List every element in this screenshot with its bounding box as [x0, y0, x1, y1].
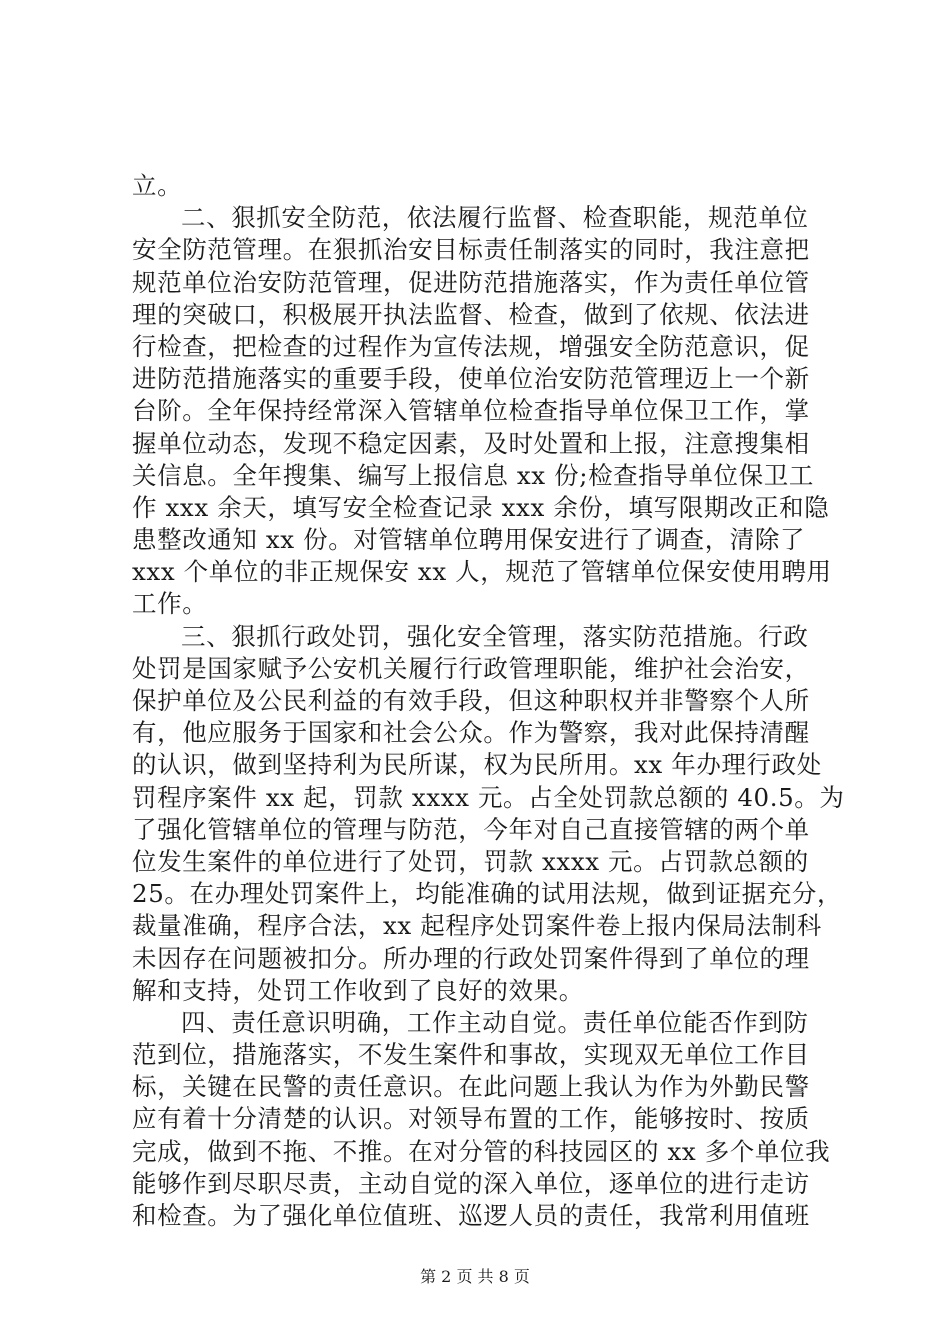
- document-body: [132, 170, 845, 1232]
- text-line: 作 xxx 余天，填写安全检查记录 xxx 余份，填写限期改正和隐: [132, 492, 830, 522]
- text-line: 了强化管辖单位的管理与防范，今年对自己直接管辖的两个单: [132, 814, 810, 844]
- text-line: 能够作到尽职尽责，主动自觉的深入单位，逐单位的进行走访: [132, 1168, 810, 1198]
- text-line: 处罚是国家赋予公安机关履行行政管理职能，维护社会治安，: [132, 653, 810, 683]
- paragraph-first-line: 二、狠抓安全防范，依法履行监督、检查职能，规范单位: [181, 203, 809, 233]
- text-line: 台阶。全年保持经常深入管辖单位检查指导单位保卫工作，掌: [132, 396, 810, 426]
- text-line: 的认识，做到坚持利为民所谋，权为民所用。xx 年办理行政处: [132, 750, 822, 780]
- text-line: 握单位动态，发现不稳定因素，及时处置和上报，注意搜集相: [132, 428, 810, 458]
- text-line: 保护单位及公民利益的有效手段，但这种职权并非警察个人所: [132, 686, 810, 715]
- text-line: 进防范措施落实的重要手段，使单位治安防范管理迈上一个新: [132, 364, 810, 394]
- paragraph-first-line: 四、责任意识明确，工作主动自觉。责任单位能否作到防: [181, 1007, 809, 1037]
- text-line: 和检查。为了强化单位值班、巡逻人员的责任，我常利用值班: [132, 1201, 810, 1230]
- text-line: 应有着十分清楚的认识。对领导布置的工作，能够按时、按质: [132, 1104, 810, 1134]
- text-line: 有，他应服务于国家和社会公众。作为警察，我对此保持清醒: [132, 718, 810, 748]
- paragraph-first-line: 三、狠抓行政处罚，强化安全管理，落实防范措施。行政: [181, 621, 809, 651]
- text-line: 规范单位治安防范管理，促进防范措施落实，作为责任单位管: [132, 267, 810, 297]
- text-line: 工作。: [132, 589, 208, 619]
- text-line: 位发生案件的单位进行了处罚，罚款 xxxx 元。占罚款总额的: [132, 846, 809, 876]
- text-line: 安全防范管理。在狠抓治安目标责任制落实的同时，我注意把: [132, 235, 810, 265]
- text-line: 裁量准确，程序合法，xx 起程序处罚案件卷上报内保局法制科: [132, 911, 822, 941]
- text-line: 患整改通知 xx 份。对管辖单位聘用保安进行了调查，清除了: [132, 525, 806, 555]
- text-line: 25。在办理处罚案件上，均能准确的试用法规，做到证据充分，: [132, 879, 843, 909]
- text-line: 立。: [132, 171, 183, 200]
- text-line: 关信息。全年搜集、编写上报信息 xx 份;检查指导单位保卫工: [132, 460, 814, 490]
- text-line: 理的突破口，积极展开执法监督、检查，做到了依规、依法进: [132, 299, 810, 329]
- page-footer: 第 2 页 共 8 页: [420, 1267, 530, 1286]
- text-line: 解和支持，处罚工作收到了良好的效果。: [132, 975, 584, 1005]
- text-line: 罚程序案件 xx 起，罚款 xxxx 元。占全处罚款总额的 40.5。为: [132, 782, 845, 812]
- text-line: 未因存在问题被扣分。所办理的行政处罚案件得到了单位的理: [132, 943, 810, 973]
- text-line: 范到位，措施落实，不发生案件和事故，实现双无单位工作目: [132, 1040, 810, 1070]
- text-line: 标，关键在民警的责任意识。在此问题上我认为作为外勤民警: [132, 1072, 810, 1102]
- text-line: 完成，做到不拖、不推。在对分管的科技园区的 xx 多个单位我: [132, 1136, 831, 1166]
- text-line: xxx 个单位的非正规保安 xx 人，规范了管辖单位保安使用聘用: [132, 557, 832, 587]
- text-line: 行检查，把检查的过程作为宣传法规，增强安全防范意识，促: [132, 331, 810, 361]
